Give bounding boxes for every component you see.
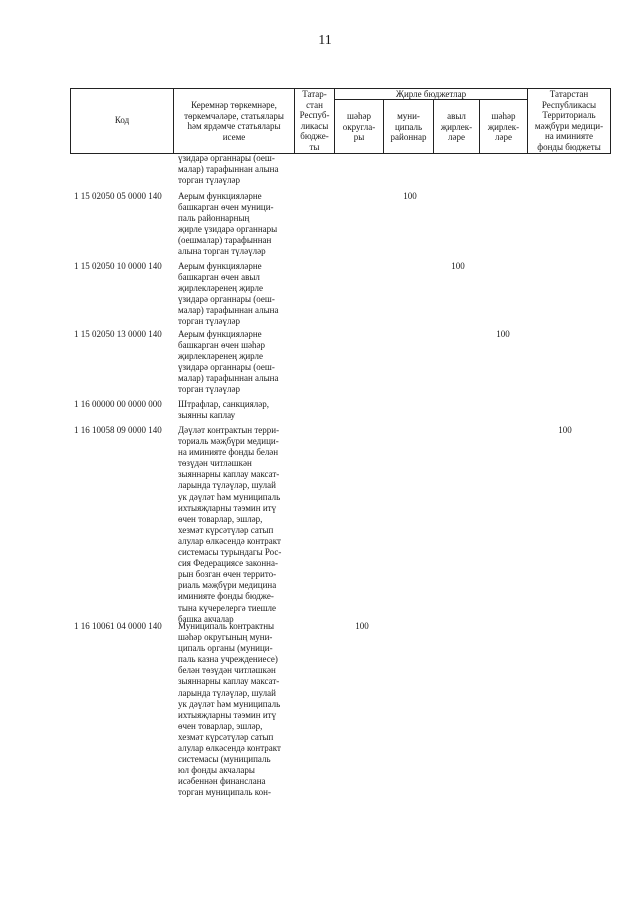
row-name: Аерым функцияләрне башкарган өчен муници- паль районнарның җирле үзидарә органнары (оешмалар) тарафыннан алына торган түләүләр [178,191,278,257]
row-name: Дәүләт контрактын терри- ториаль мәҗбүри медици- на иминияте фонды белән төзүдән читләшкән зыяннарны каплау максат- ларында түләүләр, шулай ук дәүләт һәм муниципаль ихтыяҗларны тәэмин итү өчен товарлар, эшләр, хезмәт күрсәтүләр сатып алулар өлкәсендә контракт системасы турындагы Рос- сия Федерациясе законна- рын бозган өчен террито- риаль мәҗбүри медицина иминияте фонды бюдже- тына күчерелергә тиешле башка акчалар [178,425,282,624]
header-territorial-fund: Татарстан Республикасы Территориаль мәҗбүри медици- на иминияте фонды бюджеты [534,89,604,152]
header-tatarstan-budget: Татар- стан Респуб- ликасы бюдже- ты [299,89,330,152]
row-value-municipal-district: 100 [403,191,417,201]
column-border-right [610,88,611,154]
page-number: 11 [318,33,332,48]
row-name: Штрафлар, санкцияләр, зыянны каплау [178,399,270,421]
row-code: 1 15 02050 05 0000 140 [74,191,162,201]
row-name: Муниципаль контрактны шәһәр округының муни- ципаль органы (муници- паль казна учреждениесе) белән төзүдән читләшкән зыяннарны каплау максат- ларында түләүләр, шулай ук дәүләт һәм муниципаль ихтыяҗларны тәэмин итү өчен товарлар, эшләр, хезмәт күрсәтүләр сатып алулар өлкәсендә контракт системасы (муниципаль юл фонды акчалары исәбеннән финанслана торган муниципаль кон- [178,621,281,798]
row-code: 1 16 00000 00 0000 000 [74,399,162,409]
column-border-code-name [173,88,174,154]
header-bottom-border [70,153,611,154]
row-value-city-district: 100 [355,621,369,631]
header-municipal-district: муни- ципаль районнар [390,111,427,142]
row-code: 1 16 10061 04 0000 140 [74,621,162,631]
row-name: үзидарә органнары (оеш- малар) тарафыннан алына торган түләүләр [178,153,279,186]
row-name: Аерым функцияләрне башкарган өчен авыл җирлекләренең җирле үзидарә органнары (оеш- малар) тарафыннан алына торган түләүләр [178,261,279,327]
row-value-rural-settlement: 100 [451,261,465,271]
header-local-budgets: Җирле бюджетлар [395,89,467,99]
row-value-urban-settlement: 100 [496,329,510,339]
header-code: Код [114,115,130,125]
header-city-district: шәһәр округла- ры [342,111,376,142]
row-code: 1 16 10058 09 0000 140 [74,425,162,435]
row-code: 1 15 02050 10 0000 140 [74,261,162,271]
header-urban-settlement: шәһәр җирлек- ләре [487,111,520,142]
row-value-territorial-fund: 100 [558,425,572,435]
row-code: 1 15 02050 13 0000 140 [74,329,162,339]
row-name: Аерым функцияләрне башкарган өчен шәһәр җирлекләренең җирле үзидарә органнары (оеш- малар) тарафыннан алына торган түләүләр [178,329,279,395]
header-rural-settlement: авыл җирлек- ләре [440,111,473,142]
header-name: Керемнәр төркемнәре, төркемчәләре, статьялары һәм ярдәмче статьялары исеме [184,100,284,142]
